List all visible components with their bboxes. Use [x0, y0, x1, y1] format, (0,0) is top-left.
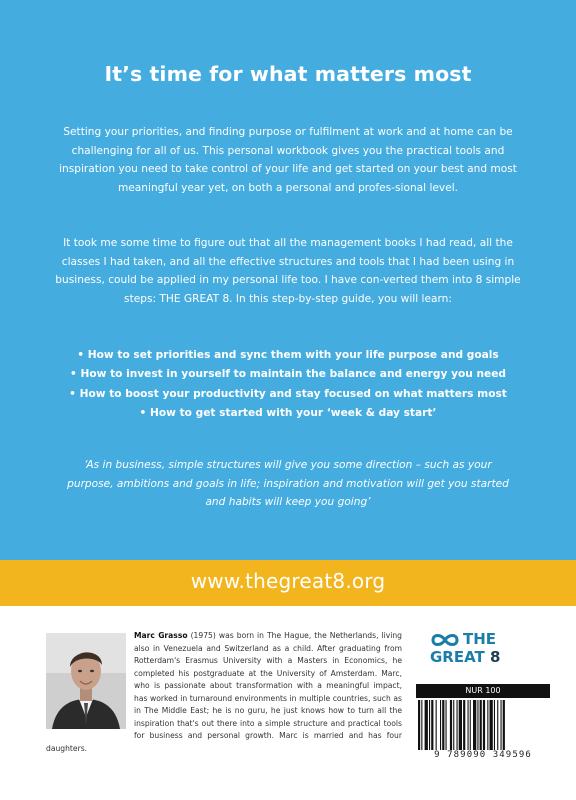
headline: It’s time for what matters most: [104, 62, 472, 86]
logo-text-great: GREAT: [430, 648, 485, 666]
website-band: [0, 560, 576, 606]
logo-text-great8: [430, 648, 500, 666]
second-paragraph: It took me some time to figure out that all the management books I had read, all the classes I had taken, and all the effective structures and tools that I had been using in business, could be applied in my personal life too. I have con-verted them into 8 simple steps: THE GREAT 8. In this step-by-step guide, you will learn:: [55, 237, 521, 305]
barcode-bar: [490, 700, 493, 750]
author-section: [0, 606, 576, 800]
author-name: Marc Grasso: [134, 631, 188, 640]
author-bio-text: (1975) was born in The Hague, the Netherlands, living also in Venezuela and Switzerland as a child. After graduating from Rotterdam's Erasmus University with a Masters in Economics, he completed his postgraduate at the University of Amsterdam. Marc, who is passionate about transformation with a meaningful impact, has worked in turnaround environments in multiple countries, such as in The Middle East; he is no guru, he just knows how to turn all the inspiration that's out there into a simple structure and practical tools for business and personal growth. Marc is married and has four daughters.: [46, 631, 402, 753]
barcode-bar: [480, 700, 482, 750]
barcode-bar: [425, 700, 428, 750]
nur-label: NUR 100: [416, 684, 550, 698]
quote: ‘As in business, simple structures will give you some direction – such as your purpose, ambitions and goals in life; inspiration and motivation will get you started and habits will keep you going’: [67, 459, 509, 509]
list-item: • How to invest in yourself to maintain the balance and energy you need: [40, 365, 536, 384]
barcode-bar: [473, 700, 476, 750]
barcode-bar: [494, 700, 495, 750]
learning-list: [40, 346, 536, 423]
barcode-bar: [497, 700, 498, 750]
the-great-8-logo: [430, 632, 540, 672]
barcode-bar: [450, 700, 452, 750]
list-item: • How to boost your productivity and stay focused on what matters most: [40, 385, 536, 404]
barcode-bar: [442, 700, 444, 750]
author-bio: [46, 630, 402, 755]
intro-paragraph: Setting your priorities, and finding purpose or fulfilment at work and at home can be challenging for all of us. This personal workbook gives you the practical tools and inspiration you need to take control of your life and get started on your best and most meaningful year yet, on both a personal and profes-sional level.: [59, 126, 517, 194]
barcode-bar: [457, 700, 458, 750]
barcode-bar: [470, 700, 471, 750]
logo-text-the: THE: [463, 630, 497, 648]
infinity-icon: [430, 632, 460, 648]
barcode-bar: [503, 700, 505, 750]
barcode-bar: [477, 700, 478, 750]
barcode-bar: [468, 700, 469, 750]
barcode-bar: [436, 700, 437, 750]
isbn-number: 9 789090 349596: [434, 750, 532, 760]
barcode-bar: [453, 700, 454, 750]
list-item: • How to get started with your ‘week & day start’: [40, 404, 536, 423]
author-portrait: [46, 633, 126, 729]
barcode-bar: [459, 700, 462, 750]
barcode-bar: [501, 700, 502, 750]
barcode-bar: [429, 700, 430, 750]
barcode-bar: [418, 700, 420, 750]
logo-text-8: 8: [490, 648, 501, 666]
barcode-bar: [463, 700, 465, 750]
barcode-bar: [440, 700, 441, 750]
barcode-bar: [487, 700, 488, 750]
list-item: • How to set priorities and sync them with your life purpose and goals: [40, 346, 536, 365]
barcode-bar: [446, 700, 447, 750]
barcode-bar: [483, 700, 485, 750]
barcode-bar: [421, 700, 422, 750]
barcode-bar: [431, 700, 433, 750]
author-photo: [46, 633, 126, 729]
website-url: www.thegreat8.org: [190, 569, 386, 593]
barcode: [416, 700, 550, 750]
